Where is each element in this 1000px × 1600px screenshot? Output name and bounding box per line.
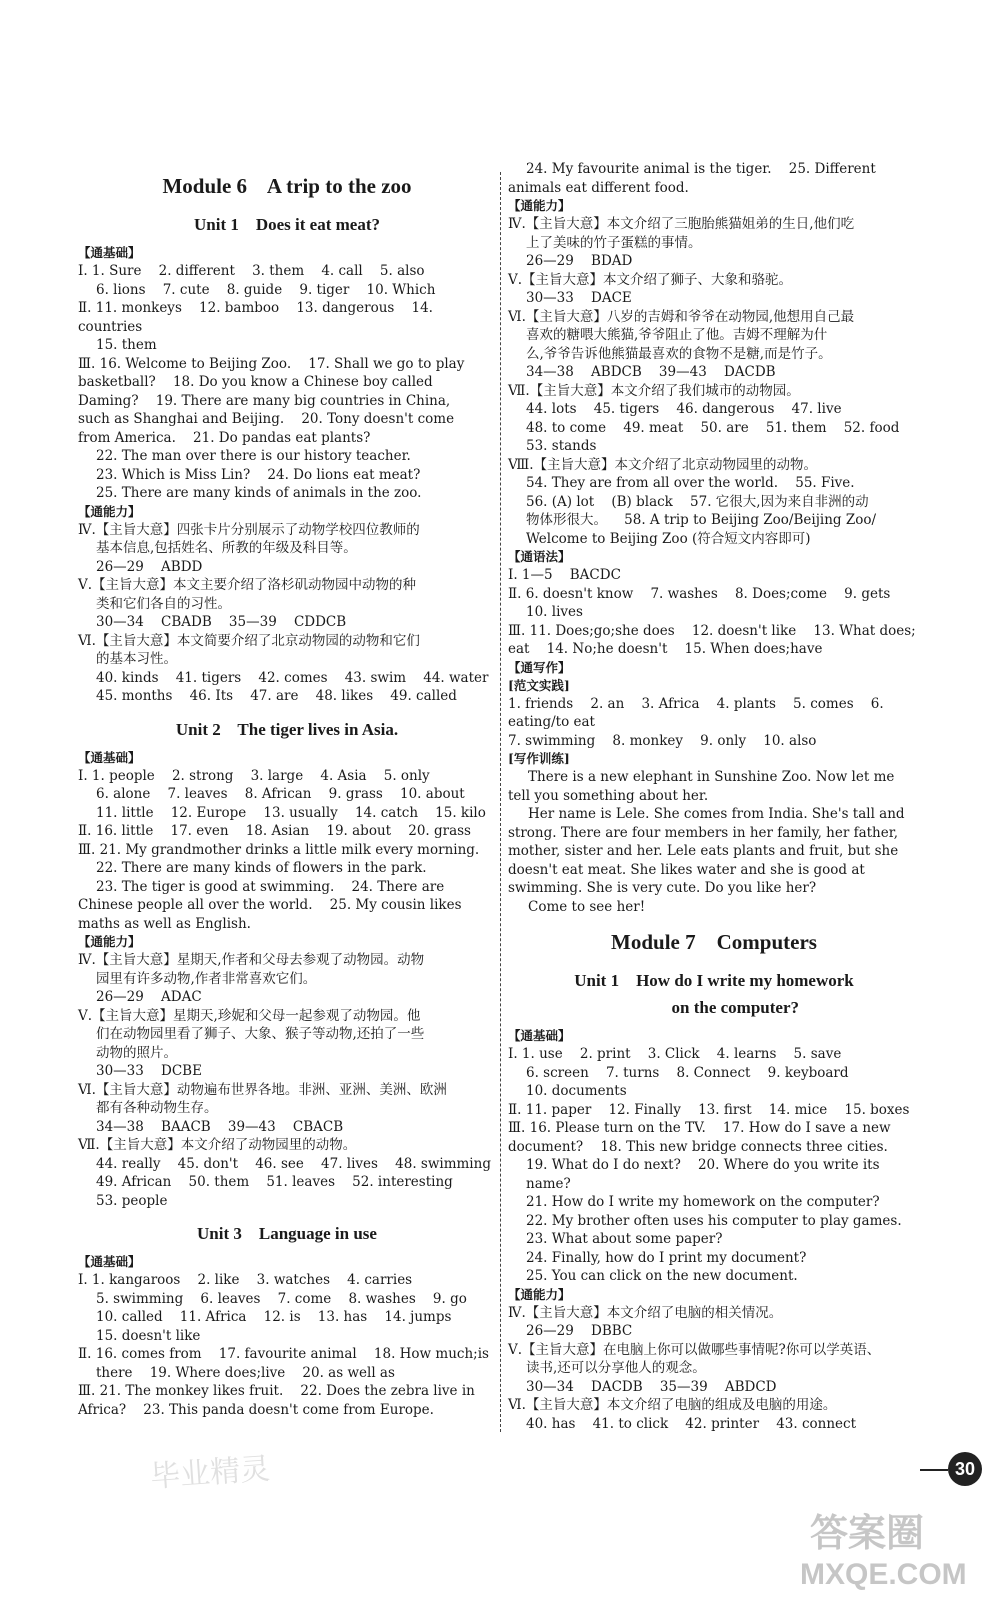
answer-line: Ⅵ.【主旨大意】本文介绍了电脑的组成及电脑的用途。 xyxy=(508,1397,837,1413)
answer-line: 25. You can click on the new document. xyxy=(526,1268,798,1284)
section-label: 【通基础】 xyxy=(78,245,141,260)
answer-line: 园里有许多动物,作者非常喜欢它们。 xyxy=(96,970,317,987)
section-label: 【通能力】 xyxy=(508,198,571,213)
answer-line: Ⅳ.【主旨大意】本文介绍了三胞胎熊猫姐弟的生日,他们吃 xyxy=(508,216,855,232)
answer-line: 6. alone 7. leaves 8. African 9. grass 10. about xyxy=(96,786,465,802)
answer-line: 44. really 45. don't 46. see 47. lives 48. swimming xyxy=(96,1155,491,1172)
answer-line: 动物的照片。 xyxy=(96,1044,177,1061)
page-number: 30 xyxy=(948,1452,982,1486)
answer-line: Ⅱ. 6. doesn't know 7. washes 8. Does;come 9. gets xyxy=(508,585,891,602)
answer-line: swimming. She is very cute. Do you like her? xyxy=(508,880,817,896)
answer-line: Daming? 19. There are many big countries in China, xyxy=(78,392,451,409)
answer-line: 类和它们各自的习性。 xyxy=(96,595,231,612)
answer-line: 10. called 11. Africa 12. is 13. has 14. jumps xyxy=(96,1309,452,1325)
answer-line: 15. them xyxy=(96,337,157,353)
answer-line: Ⅰ. 1—5 BACDC xyxy=(508,567,621,583)
stamp-watermark xyxy=(140,1440,300,1500)
answer-line: 1. friends 2. an 3. Africa 4. plants 5. comes 6. eating/to eat xyxy=(508,695,888,730)
page-number-rule xyxy=(920,1469,948,1471)
unit-heading: Unit 3 Language in use xyxy=(197,1224,377,1243)
answer-line: 24. Finally, how do I print my document? xyxy=(526,1249,807,1266)
answer-line: 5. swimming 6. leaves 7. come 8. washes 9. go xyxy=(96,1290,467,1307)
answer-line: Ⅲ. 21. My grandmother drinks a little milk every morning. xyxy=(78,841,480,858)
answer-line: 11. little 12. Europe 13. usually 14. catch 15. kilo xyxy=(96,804,486,821)
answer-line: animals eat different food. xyxy=(508,179,689,196)
answer-line: maths as well as English. xyxy=(78,915,251,932)
answer-line: 30—33 DCBE xyxy=(96,1063,202,1079)
section-label: 【通写作】 xyxy=(508,659,571,675)
section-label: 【通基础】 xyxy=(78,1254,141,1269)
answer-line: 56. (A) lot (B) black 57. 它很大,因为来自非洲的动 xyxy=(526,493,869,510)
answer-line: Ⅴ.【主旨大意】星期天,珍妮和父母一起参观了动物园。他 xyxy=(78,1007,421,1024)
essay-paragraph-line: There is a new elephant in Sunshine Zoo. Now let me xyxy=(528,769,895,785)
answer-line: 34—38 BAACB 39—43 CBACB xyxy=(96,1118,344,1135)
answer-line: Ⅳ.【主旨大意】星期天,作者和父母去参观了动物园。动物 xyxy=(78,952,425,968)
answer-line: 34—38 ABDCB 39—43 DACDB xyxy=(526,364,776,380)
answer-line: 10. lives xyxy=(526,604,583,620)
answer-line: Ⅰ. 1. people 2. strong 3. large 4. Asia 5. only xyxy=(78,767,430,784)
answer-line: Ⅴ.【主旨大意】本文介绍了狮子、大象和骆驼。 xyxy=(508,271,793,288)
svg-text:毕业精灵: 毕业精灵 xyxy=(149,1451,272,1495)
answer-line: 40. has 41. to click 42. printer 43. connect xyxy=(526,1415,857,1432)
column-divider xyxy=(500,172,501,1432)
answer-line: 40. kinds 41. tigers 42. comes 43. swim 44. water xyxy=(96,669,489,686)
answer-line: such as Shanghai and Beijing. 20. Tony doesn't come xyxy=(78,411,455,427)
answer-line: Ⅶ.【主旨大意】本文介绍了我们城市的动物园。 xyxy=(508,382,800,399)
answer-line: 22. The man over there is our history teacher. xyxy=(96,448,411,464)
answer-line: 基本信息,包括姓名、所教的年级及科目等。 xyxy=(96,540,357,556)
answer-line: Ⅵ.【主旨大意】动物遍布世界各地。非洲、亚洲、美洲、欧洲 xyxy=(78,1081,447,1098)
answer-line: 26—29 BDAD xyxy=(526,253,633,269)
answer-line: Ⅶ.【主旨大意】本文介绍了动物园里的动物。 xyxy=(78,1137,357,1153)
unit-heading: Unit 1 How do I write my homework on the computer? xyxy=(574,971,854,1017)
answer-line: Ⅱ. 11. paper 12. Finally 13. first 14. mice 15. boxes xyxy=(508,1101,910,1118)
answer-line: 物体形很大。 58. A trip to Beijing Zoo/Beijing Zoo/ xyxy=(526,512,877,528)
answer-line: 30—33 DACE xyxy=(526,290,632,306)
section-label: 【通能力】 xyxy=(508,1286,571,1302)
answer-line: Ⅳ.【主旨大意】四张卡片分别展示了动物学校四位教师的 xyxy=(78,521,420,538)
answer-line: Ⅱ. 16. comes from 17. favourite animal 18. How much;is xyxy=(78,1346,489,1362)
answer-line: 23. Which is Miss Lin? 24. Do lions eat meat? xyxy=(96,466,421,483)
answer-line: 6. screen 7. turns 8. Connect 9. keyboard xyxy=(526,1064,849,1081)
answer-line: eat 14. No;he doesn't 15. When does;have xyxy=(508,641,823,657)
section-label: 【通能力】 xyxy=(78,503,141,519)
answer-line: 喜欢的糖喂大熊猫,爷爷阻止了他。吉姆不理解为什 xyxy=(526,327,828,343)
answer-line: 26—29 DBBC xyxy=(526,1323,633,1339)
module-heading: Module 7 Computers xyxy=(611,930,817,954)
answer-line: tell you something about her. xyxy=(508,787,709,804)
answer-line: 54. They are from all over the world. 55. Five. xyxy=(526,475,855,491)
answer-line: mother, sister and her. Lele eats plants and fruit, but she xyxy=(508,843,899,859)
section-label: [写作训练] xyxy=(508,751,570,766)
section-label: 【通基础】 xyxy=(78,749,141,765)
section-label: 【通语法】 xyxy=(508,549,571,564)
answer-line: 21. How do I write my homework on the computer? xyxy=(526,1194,880,1210)
answer-line: Ⅰ. 1. Sure 2. different 3. them 4. call 5. also xyxy=(78,263,425,279)
module-heading: Module 6 A trip to the zoo xyxy=(162,174,412,198)
answer-line: Ⅲ. 16. Welcome to Beijing Zoo. 17. Shall we go to play xyxy=(78,355,465,372)
answer-line: from America. 21. Do pandas eat plants? xyxy=(78,429,371,446)
answer-line: Ⅰ. 1. kangaroos 2. like 3. watches 4. carries xyxy=(78,1272,413,1288)
answer-line: Ⅵ.【主旨大意】八岁的吉姆和爷爷在动物园,他想用自己最 xyxy=(508,308,855,325)
answer-line: Ⅱ. 16. little 17. even 18. Asian 19. about 20. grass xyxy=(78,823,471,839)
answer-line: 53. people xyxy=(96,1192,168,1209)
svg-text:答案圈: 答案圈 xyxy=(810,1511,925,1555)
answer-line: 26—29 ABDD xyxy=(96,558,203,575)
answer-line: 22. There are many kinds of flowers in the park. xyxy=(96,860,427,876)
answer-line: document? 18. This new bridge connects three cities. xyxy=(508,1138,888,1155)
answer-line: there 19. Where does;live 20. as well as xyxy=(96,1364,395,1381)
answer-line: Ⅲ. 21. The monkey likes fruit. 22. Does the zebra live in xyxy=(78,1383,475,1399)
answer-line: Ⅳ.【主旨大意】本文介绍了电脑的相关情况。 xyxy=(508,1304,783,1321)
answer-line: doesn't eat meat. She likes water and she is good at xyxy=(508,861,865,878)
essay-paragraph-line: Come to see her! xyxy=(528,898,646,915)
answer-line: Ⅲ. 16. Please turn on the TV. 17. How do I save a new xyxy=(508,1120,891,1136)
essay-paragraph-line: Her name is Lele. She comes from India. She's tall and xyxy=(528,806,905,822)
answer-line: 读书,还可以分享他人的观念。 xyxy=(526,1360,706,1376)
answer-line: Africa? 23. This panda doesn't come from Europe. xyxy=(78,1401,434,1418)
answer-line: 们在动物园里看了狮子、大象、猴子等动物,还拍了一些 xyxy=(96,1026,425,1042)
answer-line: 的基本习性。 xyxy=(96,651,177,667)
site-logo-watermark xyxy=(790,1494,990,1594)
section-label: 【通基础】 xyxy=(508,1028,571,1043)
answer-line: Chinese people all over the world. 25. My cousin likes xyxy=(78,897,462,913)
answer-line: 49. African 50. them 51. leaves 52. interesting xyxy=(96,1174,453,1190)
section-label: [范文实践] xyxy=(508,677,570,693)
answer-line: 23. The tiger is good at swimming. 24. There are xyxy=(96,878,445,895)
answer-line: 10. documents xyxy=(526,1083,627,1099)
answer-line: 30—34 CBADB 35—39 CDDCB xyxy=(96,614,347,630)
answer-line: Ⅲ. 11. Does;go;she does 12. doesn't like 13. What does; xyxy=(508,622,916,639)
answer-line: Ⅰ. 1. use 2. print 3. Click 4. learns 5. save xyxy=(508,1046,842,1062)
left-column xyxy=(78,160,496,1419)
answer-line: basketball? 18. Do you know a Chinese boy called xyxy=(78,374,433,390)
answer-line: 44. lots 45. tigers 46. dangerous 47. live xyxy=(526,401,842,417)
answer-line: 24. My favourite animal is the tiger. 25. Different xyxy=(526,161,876,177)
answer-line: 26—29 ADAC xyxy=(96,989,202,1005)
svg-text:MXQE.COM: MXQE.COM xyxy=(800,1558,967,1591)
unit-heading: Unit 2 The tiger lives in Asia. xyxy=(175,719,399,739)
answer-line: 么,爷爷告诉他熊猫最喜欢的食物不是糖,而是竹子。 xyxy=(526,345,832,362)
answer-line: 7. swimming 8. monkey 9. only 10. also xyxy=(508,732,817,749)
answer-line: 都有各种动物生存。 xyxy=(96,1100,218,1116)
answer-line: 上了美味的竹子蛋糕的事情。 xyxy=(526,234,702,251)
answer-line: 25. There are many kinds of animals in the zoo. xyxy=(96,485,422,501)
answer-line: 22. My brother often uses his computer to play games. xyxy=(526,1212,902,1229)
answer-line: 30—34 DACDB 35—39 ABDCD xyxy=(526,1378,777,1395)
answer-line: Ⅱ. 11. monkeys 12. bamboo 13. dangerous 14. countries xyxy=(78,300,438,335)
answer-line: 23. What about some paper? xyxy=(526,1231,723,1247)
answer-line: 53. stands xyxy=(526,438,597,454)
answer-line: Ⅴ.【主旨大意】本文主要介绍了洛杉矶动物园中动物的种 xyxy=(78,577,417,593)
answer-line: 19. What do I do next? 20. Where do you write its name? xyxy=(526,1157,884,1192)
answer-line: 6. lions 7. cute 8. guide 9. tiger 10. Which xyxy=(96,281,436,298)
unit-heading: Unit 1 Does it eat meat? xyxy=(193,215,380,234)
answer-line: 15. doesn't like xyxy=(96,1327,201,1344)
answer-line: strong. There are four members in her family, her father, xyxy=(508,824,898,841)
answer-line: Welcome to Beijing Zoo (符合短文内容即可) xyxy=(526,530,811,547)
answer-line: Ⅴ.【主旨大意】在电脑上你可以做哪些事情呢?你可以学英语、 xyxy=(508,1341,881,1358)
answer-line: Ⅷ.【主旨大意】本文介绍了北京动物园里的动物。 xyxy=(508,456,818,473)
answer-line: 48. to come 49. meat 50. are 51. them 52. food xyxy=(526,419,900,436)
answer-line: 45. months 46. Its 47. are 48. likes 49. called xyxy=(96,688,457,704)
answer-line: Ⅵ.【主旨大意】本文简要介绍了北京动物园的动物和它们 xyxy=(78,632,420,649)
right-column xyxy=(508,160,920,1433)
section-label: 【通能力】 xyxy=(78,934,141,949)
